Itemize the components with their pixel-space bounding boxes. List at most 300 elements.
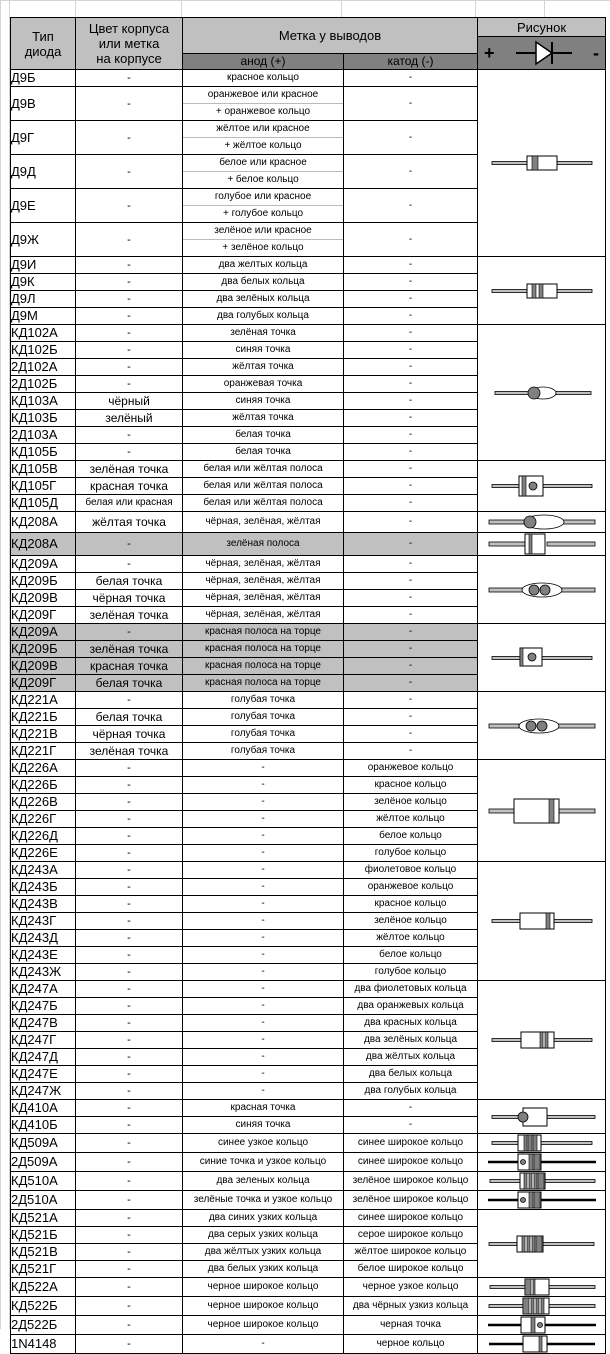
cathode-mark-cell: - (344, 87, 478, 121)
diode-type-cell: КД103А (11, 393, 76, 410)
cathode-mark-cell: - (344, 1117, 478, 1134)
cathode-mark-cell: - (344, 257, 478, 274)
box-band-diode-icon (478, 533, 605, 555)
diode-type-cell: КД243Ж (11, 964, 76, 981)
diode-type-cell: КД243А (11, 862, 76, 879)
body-mark-cell: - (76, 1134, 183, 1153)
cathode-mark-cell: - (344, 70, 478, 87)
cathode-mark-cell: - (344, 556, 478, 573)
body-mark-cell: - (76, 1210, 183, 1227)
anode-mark-cell: синее узкое кольцо (183, 1134, 344, 1153)
diode-type-cell: КД209А (11, 624, 76, 641)
body-mark-cell: - (76, 556, 183, 573)
anode-mark-cell: синяя точка (183, 1117, 344, 1134)
diode-type-cell: 2Д102А (11, 359, 76, 376)
cathode-mark-cell: - (344, 410, 478, 427)
diode-type-cell: КД521Б (11, 1227, 76, 1244)
anode-mark-cell: синяя точка (183, 393, 344, 410)
body-column-header (76, 18, 183, 70)
cathode-mark-cell: два оранжевых кольца (344, 998, 478, 1015)
table-row (11, 981, 606, 998)
diode-type-cell: КД243Г (11, 913, 76, 930)
cathode-mark-cell: жёлтое кольцо (344, 930, 478, 947)
cathode-mark-cell: зелёное кольцо (344, 794, 478, 811)
table-row (11, 760, 606, 777)
diode-type-cell: КД410А (11, 1100, 76, 1117)
body-mark-cell: - (76, 947, 183, 964)
diode-type-cell: КД243Б (11, 879, 76, 896)
anode-mark-cell: - (183, 1032, 344, 1049)
cathode-mark-cell: - (344, 590, 478, 607)
body-mark-cell: - (76, 359, 183, 376)
diode-type-cell: КД521А (11, 1210, 76, 1227)
wide-band-diode-icon (478, 1278, 605, 1296)
diode-type-cell: Д9Ж (11, 223, 76, 257)
cathode-mark-cell: - (344, 641, 478, 658)
box-band-dot-diode-icon (478, 647, 605, 669)
cathode-mark-cell: белое кольцо (344, 828, 478, 845)
body-mark-cell: белая точка (76, 675, 183, 692)
cathode-mark-cell: зелёное кольцо (344, 913, 478, 930)
dot-banded-diode-icon (478, 1191, 605, 1209)
diode-picture-cell (478, 512, 606, 533)
body-mark-cell: - (76, 828, 183, 845)
body-mark-cell: - (76, 692, 183, 709)
cathode-mark-cell: - (344, 512, 478, 533)
table-row (11, 325, 606, 342)
diode-type-cell: КД243В (11, 896, 76, 913)
diode-type-cell: Д9К (11, 274, 76, 291)
anode-mark-cell: голубая точка (183, 743, 344, 760)
diode-picture-cell (478, 1191, 606, 1210)
anode-mark-cell: - (183, 981, 344, 998)
body-mark-cell: - (76, 879, 183, 896)
body-mark-cell: - (76, 1153, 183, 1172)
diode-type-cell: КД522А (11, 1278, 76, 1297)
body-mark-cell: - (76, 427, 183, 444)
body-mark-cell: - (76, 1297, 183, 1316)
diode-type-cell: 1N4148 (11, 1335, 76, 1354)
cathode-mark-cell: - (344, 675, 478, 692)
diode-type-cell: Д9Д (11, 155, 76, 189)
body-mark-cell: - (76, 1191, 183, 1210)
cathode-mark-cell: - (344, 709, 478, 726)
cathode-mark-cell: серое широкое кольцо (344, 1227, 478, 1244)
cathode-mark-cell: - (344, 121, 478, 155)
body-mark-cell: - (76, 444, 183, 461)
anode-mark-cell (183, 223, 344, 257)
cathode-double-band-diode-icon (478, 1029, 605, 1051)
cathode-mark-cell: оранжевое кольцо (344, 879, 478, 896)
cathode-mark-cell: синее широкое кольцо (344, 1210, 478, 1227)
body-mark-cell: - (76, 981, 183, 998)
body-mark-cell: - (76, 1244, 183, 1261)
anode-mark-cell: - (183, 811, 344, 828)
diode-type-cell: КД247Г (11, 1032, 76, 1049)
anode-mark-cell: чёрная, зелёная, жёлтая (183, 573, 344, 590)
anode-mark-cell: - (183, 1066, 344, 1083)
dot-box-diode-icon (478, 1105, 605, 1129)
body-mark-cell: - (76, 70, 183, 87)
cathode-mark-cell: - (344, 444, 478, 461)
anode-mark-cell: зелёная точка (183, 325, 344, 342)
diode-picture-cell (478, 533, 606, 556)
anode-mark-line1: голубое или красное (183, 189, 343, 206)
body-header-line2: или метка (98, 36, 160, 51)
body-mark-cell: - (76, 794, 183, 811)
cathode-mark-cell: фиолетовое кольцо (344, 862, 478, 879)
glass-dot-diode-icon (478, 512, 605, 532)
cathode-mark-cell: - (344, 308, 478, 325)
body-mark-cell: - (76, 845, 183, 862)
cathode-mark-cell: - (344, 726, 478, 743)
diode-picture-cell (478, 1172, 606, 1191)
body-mark-cell: - (76, 1335, 183, 1354)
body-mark-cell: - (76, 291, 183, 308)
body-mark-cell: - (76, 1172, 183, 1191)
diode-picture-cell (478, 981, 606, 1100)
anode-mark-line1: оранжевое или красное (183, 87, 343, 104)
anode-mark-line2: + жёлтое кольцо (224, 140, 302, 151)
anode-mark-cell (183, 155, 344, 189)
diode-picture-cell (478, 1278, 606, 1297)
body-mark-cell: белая точка (76, 709, 183, 726)
anode-mark-cell: - (183, 794, 344, 811)
body-mark-cell: - (76, 223, 183, 257)
cathode-mark-cell: красное кольцо (344, 777, 478, 794)
body-mark-cell: зелёная точка (76, 641, 183, 658)
cathode-mark-cell: - (344, 495, 478, 512)
d9-double-band-diode-icon (478, 281, 605, 301)
body-mark-cell: - (76, 913, 183, 930)
diode-type-cell: 2Д103А (11, 427, 76, 444)
diode-type-cell: КД105В (11, 461, 76, 478)
body-mark-cell: красная точка (76, 658, 183, 675)
anode-mark-cell: красная полоса на торце (183, 641, 344, 658)
diode-type-cell: КД209В (11, 590, 76, 607)
table-row (11, 1335, 606, 1354)
table-row (11, 257, 606, 274)
type-header-line1: Тип (32, 28, 54, 44)
anode-mark-line2: + голубое кольцо (222, 208, 303, 219)
cathode-mark-cell: оранжевое кольцо (344, 760, 478, 777)
diode-type-cell: КД522Б (11, 1297, 76, 1316)
body-mark-cell: жёлтая точка (76, 512, 183, 533)
glass-two-dot-diode-icon (478, 716, 605, 736)
diode-type-cell: КД247Ж (11, 1083, 76, 1100)
diode-type-cell: КД105Б (11, 444, 76, 461)
anode-mark-line2: + белое кольцо (227, 174, 299, 185)
cathode-mark-cell: - (344, 427, 478, 444)
type-header-line2: диода (24, 43, 62, 59)
diode-type-cell: КД226Б (11, 777, 76, 794)
anode-mark-line1: белое или красное (183, 155, 343, 172)
anode-mark-cell: - (183, 896, 344, 913)
diode-picture-cell (478, 1297, 606, 1316)
anode-mark-cell: красная полоса на торце (183, 675, 344, 692)
wide-multi-band-diode-icon (478, 1297, 605, 1315)
table-row (11, 1172, 606, 1191)
cathode-mark-cell: два белых кольца (344, 1066, 478, 1083)
anode-mark-cell: - (183, 1049, 344, 1066)
cathode-mark-cell: два голубых кольца (344, 1083, 478, 1100)
diode-type-cell: КД509А (11, 1134, 76, 1153)
diode-type-cell: КД221В (11, 726, 76, 743)
anode-mark-cell: зелёные точка и узкое кольцо (183, 1191, 344, 1210)
table-row (11, 533, 606, 556)
diode-type-cell: КД208А (11, 512, 76, 533)
anode-mark-cell: оранжевая точка (183, 376, 344, 393)
body-mark-cell: чёрная точка (76, 726, 183, 743)
diode-symbol-icon (514, 39, 574, 67)
diode-type-cell: КД209Б (11, 573, 76, 590)
diode-type-cell: КД226Г (11, 811, 76, 828)
cathode-mark-cell: - (344, 342, 478, 359)
anode-mark-cell: синяя точка (183, 342, 344, 359)
cathode-band-diode-icon (478, 910, 605, 932)
body-mark-cell: - (76, 274, 183, 291)
anode-mark-cell (183, 87, 344, 121)
diode-type-cell: КД209Б (11, 641, 76, 658)
anode-mark-cell: два белых узких кольца (183, 1261, 344, 1278)
anode-mark-cell: - (183, 998, 344, 1015)
anode-mark-cell: белая или жёлтая полоса (183, 495, 344, 512)
anode-mark-cell: голубая точка (183, 726, 344, 743)
anode-mark-cell: белая или жёлтая полоса (183, 478, 344, 495)
table-row (11, 70, 606, 87)
body-mark-cell: - (76, 760, 183, 777)
anode-mark-cell: - (183, 845, 344, 862)
anode-mark-cell: - (183, 879, 344, 896)
diode-picture-cell (478, 1210, 606, 1278)
dot-banded-diode-icon (478, 1153, 605, 1171)
cathode-mark-cell: голубое кольцо (344, 964, 478, 981)
diode-picture-cell (478, 1153, 606, 1172)
cathode-minus-sign: - (592, 42, 599, 63)
body-mark-cell: - (76, 624, 183, 641)
anode-mark-cell: жёлтая точка (183, 410, 344, 427)
body-mark-cell: - (76, 1015, 183, 1032)
anode-mark-line2: + зелёное кольцо (222, 242, 304, 253)
diode-picture-cell (478, 461, 606, 512)
anode-mark-cell (183, 189, 344, 223)
diode-type-cell: КД521В (11, 1244, 76, 1261)
anode-mark-cell: два серых узких кольца (183, 1227, 344, 1244)
diode-picture-cell (478, 692, 606, 760)
diode-type-cell: 2Д522Б (11, 1316, 76, 1335)
cathode-mark-cell: голубое кольцо (344, 845, 478, 862)
diode-type-cell: КД243Д (11, 930, 76, 947)
diode-picture-cell (478, 1316, 606, 1335)
anode-mark-cell: белая или жёлтая полоса (183, 461, 344, 478)
diode-type-cell: Д9Г (11, 121, 76, 155)
cathode-mark-cell: - (344, 155, 478, 189)
anode-mark-cell: чёрная, зелёная, жёлтая (183, 590, 344, 607)
anode-mark-cell: - (183, 913, 344, 930)
cathode-mark-cell: два чёрных узкиз кольца (344, 1297, 478, 1316)
table-row (11, 624, 606, 641)
diode-type-cell: 2Д509А (11, 1153, 76, 1172)
anode-mark-line1: жёлтое или красное (183, 121, 343, 138)
body-mark-cell: - (76, 896, 183, 913)
diode-picture-cell (478, 556, 606, 624)
body-mark-cell: - (76, 1117, 183, 1134)
table-row (11, 1153, 606, 1172)
cathode-mark-cell: - (344, 223, 478, 257)
type-column-header (11, 18, 76, 70)
anode-mark-cell: два зеленых кольца (183, 1172, 344, 1191)
diode-type-cell: КД105Г (11, 478, 76, 495)
anode-mark-cell: - (183, 777, 344, 794)
anode-mark-cell: - (183, 862, 344, 879)
diode-type-cell: КД226Д (11, 828, 76, 845)
cathode-mark-cell: два фиолетовых кольца (344, 981, 478, 998)
cathode-mark-cell: - (344, 533, 478, 556)
diode-type-cell: Д9Л (11, 291, 76, 308)
cathode-mark-cell: - (344, 325, 478, 342)
body-mark-cell: - (76, 930, 183, 947)
diode-type-cell: 2Д510А (11, 1191, 76, 1210)
body-mark-cell: - (76, 1049, 183, 1066)
anode-mark-cell: - (183, 1335, 344, 1354)
diode-picture-cell (478, 325, 606, 461)
body-mark-cell: - (76, 777, 183, 794)
diode-type-cell: Д9Б (11, 70, 76, 87)
anode-mark-cell: красная полоса на торце (183, 624, 344, 641)
cathode-mark-cell: синее широкое кольцо (344, 1153, 478, 1172)
diode-type-cell: КД226Е (11, 845, 76, 862)
diode-type-cell: КД102А (11, 325, 76, 342)
cathode-mark-cell: - (344, 291, 478, 308)
body-mark-cell: - (76, 325, 183, 342)
cathode-mark-cell: - (344, 393, 478, 410)
glass-two-dot-diode-icon (478, 580, 605, 600)
body-mark-cell: красная точка (76, 478, 183, 495)
anode-mark-cell: чёрная, зелёная, жёлтая (183, 512, 344, 533)
diode-type-cell: КД221Б (11, 709, 76, 726)
banded-diode-icon (478, 1235, 605, 1253)
diode-type-cell: Д9В (11, 87, 76, 121)
table-row (11, 1278, 606, 1297)
anode-mark-cell: два желтых кольца (183, 257, 344, 274)
cathode-mark-cell: - (344, 624, 478, 641)
anode-mark-cell: жёлтая точка (183, 359, 344, 376)
cathode-mark-cell: - (344, 658, 478, 675)
table-row (11, 1297, 606, 1316)
anode-mark-cell: синие точка и узкое кольцо (183, 1153, 344, 1172)
body-mark-cell: белая или красная (76, 495, 183, 512)
diode-type-cell: КД247Д (11, 1049, 76, 1066)
body-mark-cell: чёрный (76, 393, 183, 410)
cathode-ring-diode-icon (478, 1335, 605, 1353)
body-mark-cell: - (76, 998, 183, 1015)
table-row (11, 1316, 606, 1335)
cathode-mark-cell: два жёлтых кольца (344, 1049, 478, 1066)
body-mark-cell: - (76, 189, 183, 223)
banded-diode-icon (478, 1172, 605, 1190)
picture-column-header: Рисунок (478, 18, 606, 37)
anode-mark-cell: два жёлтых узких кольца (183, 1244, 344, 1261)
diode-type-cell: Д9И (11, 257, 76, 274)
body-mark-cell: - (76, 1083, 183, 1100)
diode-picture-cell (478, 70, 606, 257)
body-header-line3: на корпусе (96, 51, 162, 66)
diode-type-cell: КД247В (11, 1015, 76, 1032)
cathode-mark-cell: черное кольцо (344, 1335, 478, 1354)
anode-mark-cell: белая точка (183, 444, 344, 461)
cathode-mark-cell: два красных кольца (344, 1015, 478, 1032)
diode-picture-cell (478, 1100, 606, 1134)
body-mark-cell: зелёная точка (76, 461, 183, 478)
cathode-mark-cell: два зелёных кольца (344, 1032, 478, 1049)
body-mark-cell: - (76, 1100, 183, 1117)
body-mark-cell: - (76, 87, 183, 121)
diode-type-cell: Д9Е (11, 189, 76, 223)
anode-mark-cell: - (183, 964, 344, 981)
table-row (11, 862, 606, 879)
body-mark-cell: - (76, 862, 183, 879)
body-mark-cell: - (76, 308, 183, 325)
cathode-mark-cell: черное узкое кольцо (344, 1278, 478, 1297)
table-row (11, 461, 606, 478)
cathode-mark-cell: - (344, 461, 478, 478)
body-mark-cell: - (76, 155, 183, 189)
cathode-mark-cell: - (344, 692, 478, 709)
cathode-mark-cell: черная точка (344, 1316, 478, 1335)
diode-picture-cell (478, 257, 606, 325)
body-mark-cell: - (76, 533, 183, 556)
cathode-mark-cell: зелёное широкое кольцо (344, 1172, 478, 1191)
diode-picture-cell (478, 1134, 606, 1153)
body-mark-cell: - (76, 376, 183, 393)
cathode-mark-cell: - (344, 478, 478, 495)
diode-picture-cell (478, 624, 606, 692)
diode-type-cell: КД209Г (11, 675, 76, 692)
cathode-mark-cell: красное кольцо (344, 896, 478, 913)
diode-symbol-header (478, 37, 606, 70)
table-row (11, 512, 606, 533)
banded-diode-icon (478, 1134, 605, 1152)
diode-type-cell: КД226В (11, 794, 76, 811)
body-mark-cell: чёрная точка (76, 590, 183, 607)
anode-mark-cell: чёрная, зелёная, жёлтая (183, 556, 344, 573)
body-mark-cell: - (76, 811, 183, 828)
diode-type-cell: КД510А (11, 1172, 76, 1191)
body-mark-cell: - (76, 1278, 183, 1297)
diode-type-cell: КД243Е (11, 947, 76, 964)
diode-type-cell: КД410Б (11, 1117, 76, 1134)
box-band-dot-diode-icon (478, 474, 605, 498)
diode-type-cell: КД103Б (11, 410, 76, 427)
large-cathode-band-diode-icon (478, 797, 605, 825)
body-mark-cell: - (76, 1066, 183, 1083)
cathode-mark-cell: - (344, 1100, 478, 1117)
cathode-column-header: катод (-) (344, 54, 478, 70)
d9-single-band-diode-icon (478, 153, 605, 173)
anode-mark-cell: голубая точка (183, 692, 344, 709)
cathode-mark-cell: белое широкое кольцо (344, 1261, 478, 1278)
table-row (11, 692, 606, 709)
diode-picture-cell (478, 862, 606, 981)
body-mark-cell: - (76, 1227, 183, 1244)
table-row (11, 1100, 606, 1117)
body-mark-cell: - (76, 1261, 183, 1278)
cathode-mark-cell: зелёное широкое кольцо (344, 1191, 478, 1210)
diode-type-cell: КД247А (11, 981, 76, 998)
body-mark-cell: - (76, 1316, 183, 1335)
anode-mark-cell: белая точка (183, 427, 344, 444)
cathode-mark-cell: синее широкое кольцо (344, 1134, 478, 1153)
